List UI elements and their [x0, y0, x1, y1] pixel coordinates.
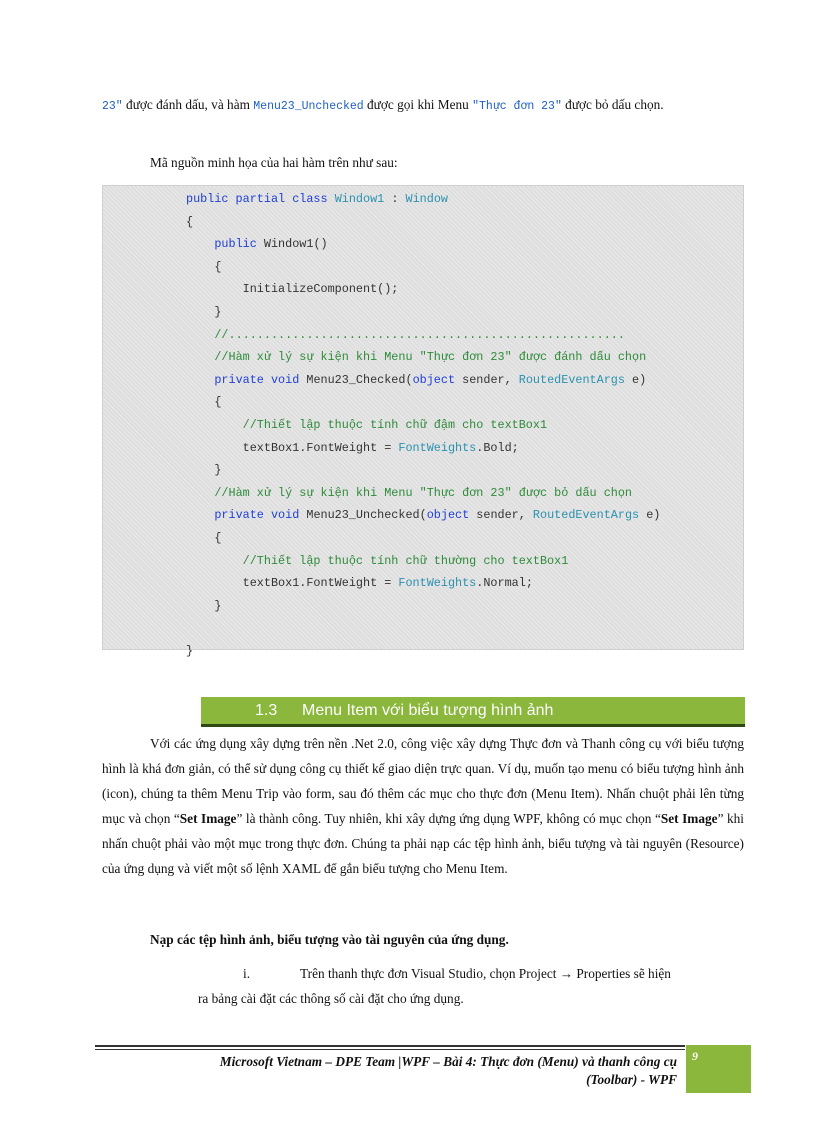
footer-rule-thin — [95, 1049, 685, 1050]
list-item-text: Trên thanh thực đơn Visual Studio, chọn Project → Properties sẽ hiện — [300, 966, 671, 981]
code-listing: public partial class Window1 : Window { public Window1() { InitializeComponent(); } //........................................................ //Hàm xử lý sự kiện khi Menu "Thực đơn 23" được đánh dấu chọn private void Menu23_Checked(object sender, RoutedEventArgs e) { //Thiết lập thuộc tính chữ đậm cho textBox1 textBox1.FontWeight = FontWeights.Bold; } //Hàm xử lý sự kiện khi Menu "Thực đơn 23" được bỏ dấu chọn private void Menu23_Unchecked(object sender, RoutedEventArgs e) { //Thiết lập thuộc tính chữ thường cho textBox1 textBox1.FontWeight = FontWeights.Normal; } } — [186, 192, 661, 658]
page-number: 9 — [692, 1049, 698, 1063]
code-inline-23: 23" — [102, 100, 123, 113]
bold-set-image-1: Set Image — [179, 811, 237, 826]
section-title: Menu Item với biểu tượng hình ảnh — [302, 702, 554, 719]
intro-sentence: Mã nguồn minh họa của hai hàm trên như sau: — [150, 155, 398, 170]
section-header — [201, 697, 745, 727]
page-number-box — [686, 1045, 751, 1093]
list-item-text-continued: ra bảng cài đặt các thông số cài đặt cho ứng dụng. — [198, 991, 464, 1006]
list-item-number: i. — [243, 966, 251, 981]
code-inline-menu: "Thực đơn 23" — [472, 100, 562, 113]
footer-text — [120, 1053, 677, 1089]
footer-rule — [95, 1045, 685, 1047]
section-number: 1.3 — [255, 702, 278, 719]
intro-paragraph: 23" được đánh dấu, và hàm Menu23_Unchecked được gọi khi Menu "Thực đơn 23" được bỏ dấu chọn. — [102, 97, 664, 113]
subheading: Nạp các tệp hình ảnh, biểu tượng vào tài nguyên của ứng dụng. — [150, 932, 509, 947]
footer-line-1: Microsoft Vietnam – DPE Team |WPF – Bài 4: Thực đơn (Menu) và thanh công cụ — [219, 1054, 677, 1069]
bold-set-image-2: Set Image — [660, 811, 718, 826]
code-block — [102, 185, 744, 658]
code-inline-fn: Menu23_Unchecked — [253, 100, 364, 113]
body-paragraph: Với các ứng dụng xây dựng trên nền .Net 2.0, công việc xây dựng Thực đơn và Thanh công cụ với biểu tượng hình là khá đơn giản, có thể sử dụng công cụ thiết kế giao diện trực quan. Ví dụ, muốn tạo menu có biểu tượng hình ảnh (icon), chúng ta thêm Menu Trip vào form, sau đó thêm các mục cho thực đơn (Menu Item). Nhấn chuột phải lên từng mục và chọn “Set Image” là thành công. Tuy nhiên, khi xây dựng ứng dụng WPF, không có mục chọn “Set Image” khi nhấn chuột phải vào một mục trong thực đơn. Chúng ta phải nạp các tệp hình ảnh, biểu tượng và tài nguyên (Resource) của ứng dụng và viết một số lệnh XAML để gắn biểu tượng cho Menu Item. — [102, 736, 744, 876]
footer-line-2: (Toolbar) - WPF — [586, 1072, 677, 1087]
